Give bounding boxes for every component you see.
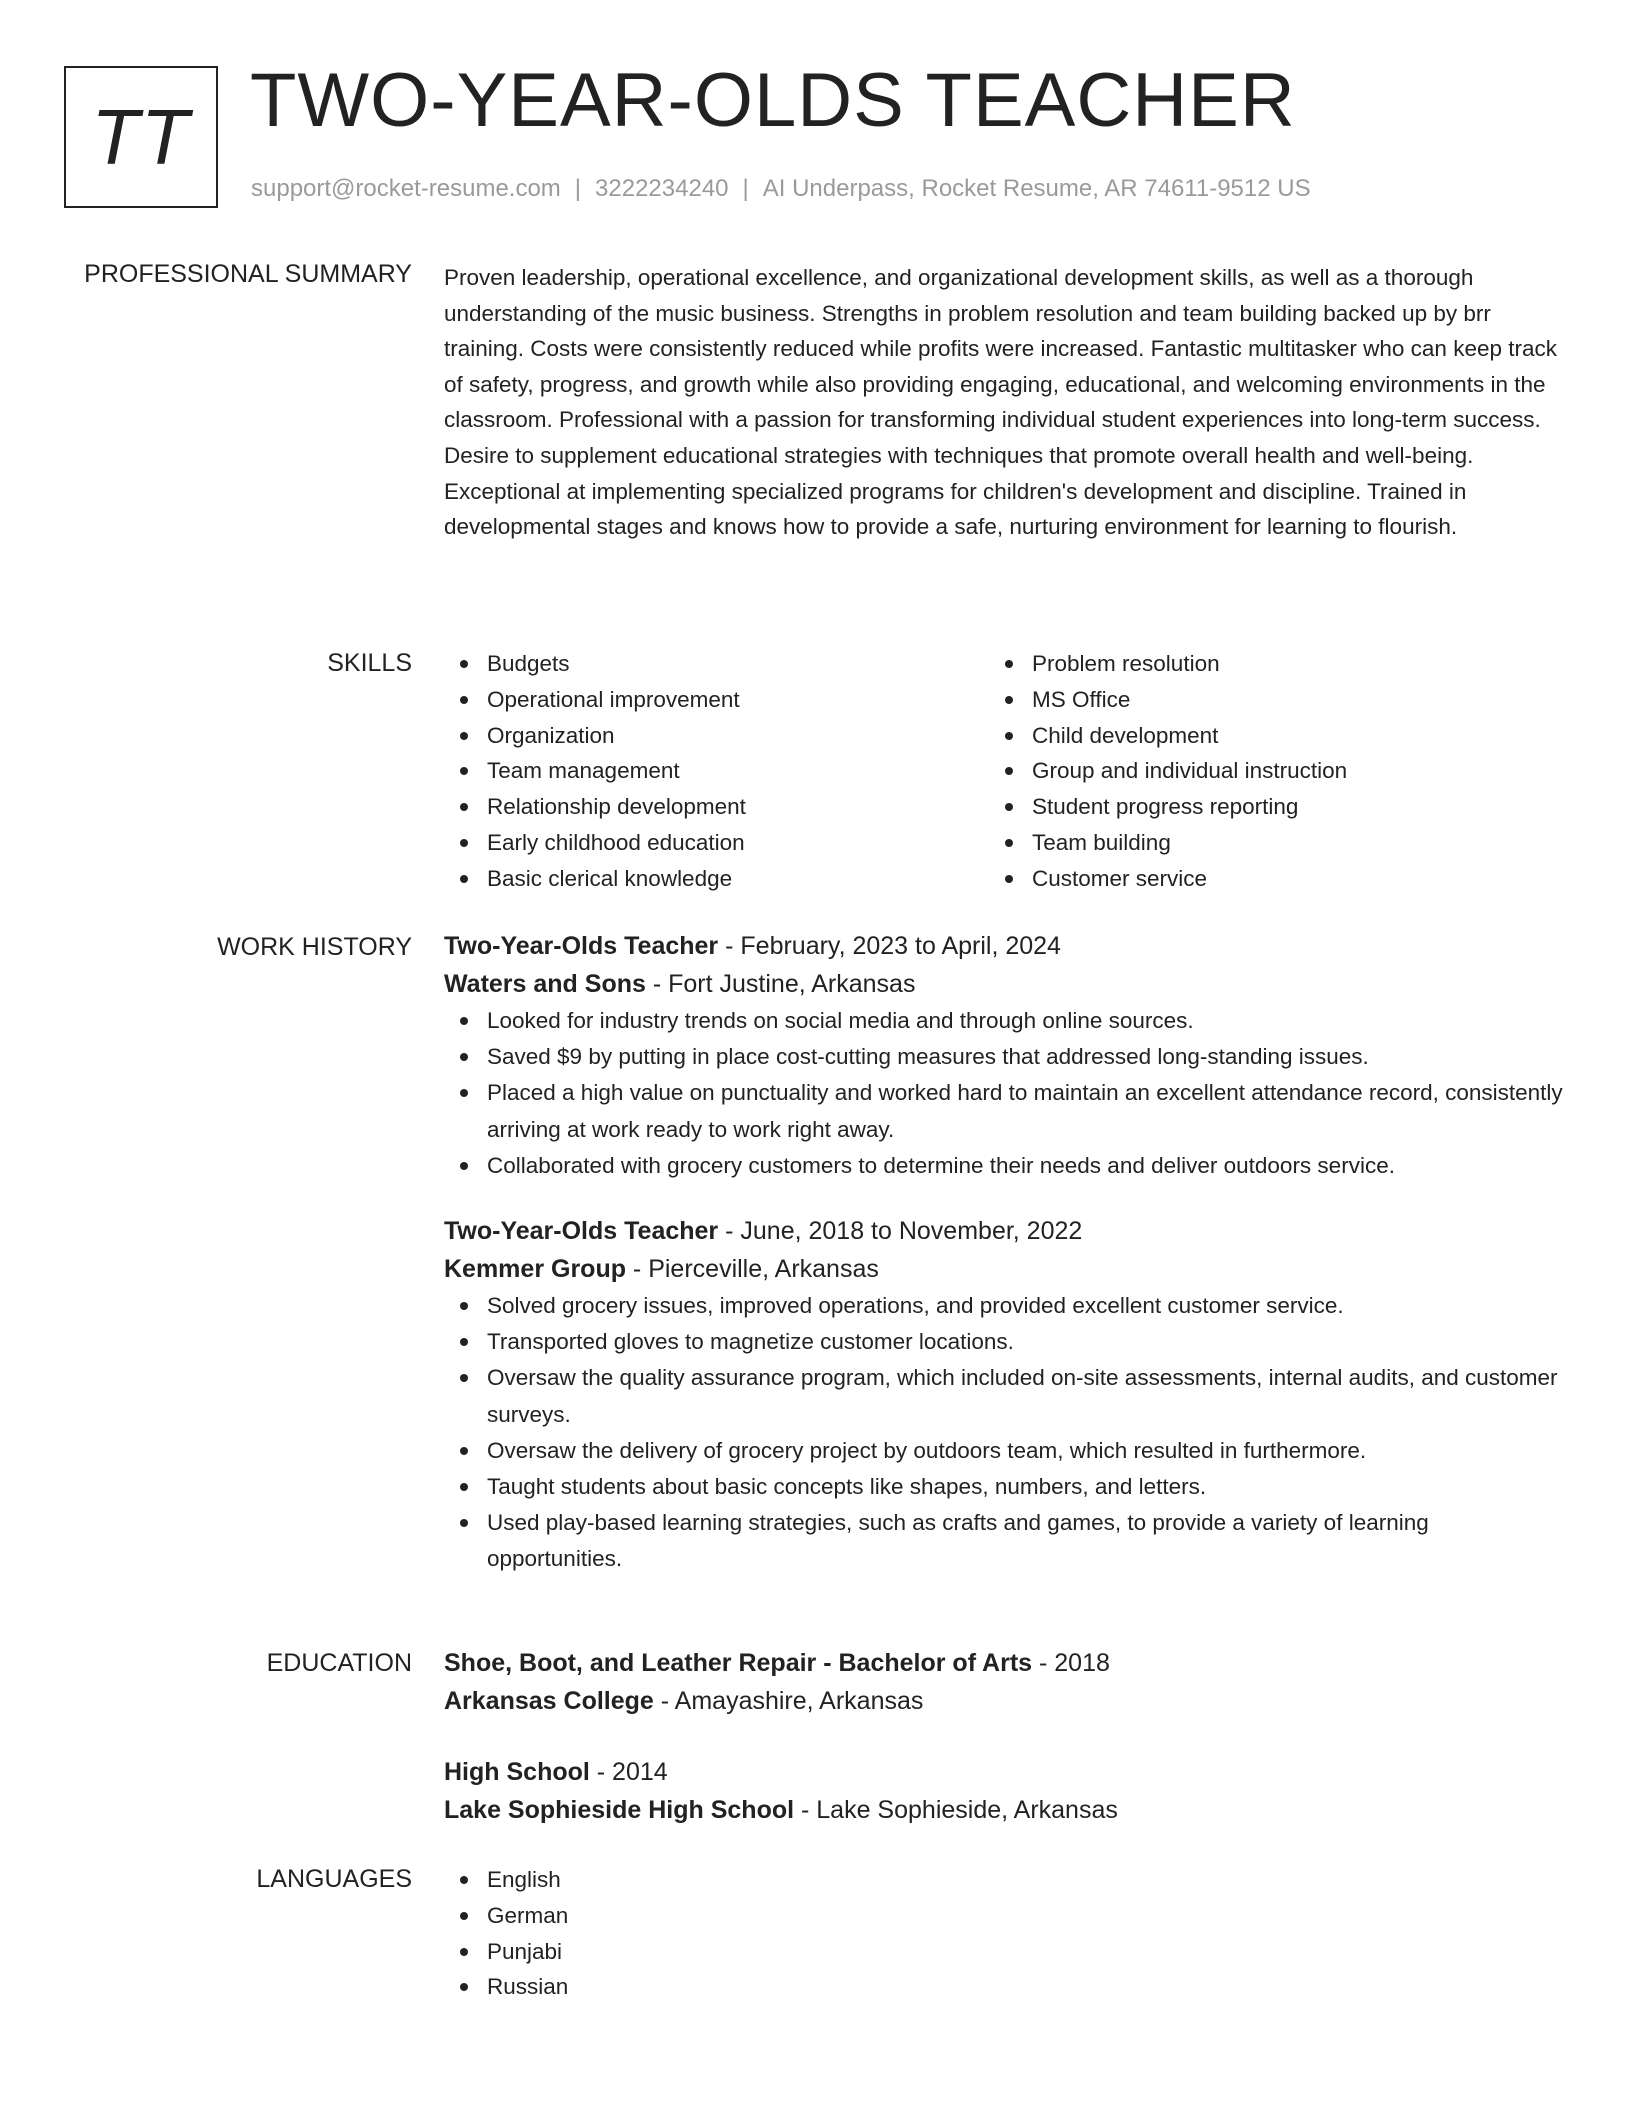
education-school: Lake Sophieside High School (444, 1796, 795, 1824)
email-link[interactable]: support@rocket-resume.com (251, 175, 561, 202)
address: AI Underpass, Rocket Resume, AR 74611-9512 US (762, 175, 1311, 202)
section-label-languages: LANGUAGES (256, 1865, 412, 1893)
contact-line (251, 174, 1311, 204)
job-company-line (444, 965, 1564, 1003)
job-dates: - February, 2023 to April, 2024 (718, 932, 1061, 960)
language-item: English (487, 1862, 1564, 1898)
job-duties-list (444, 1003, 1564, 1184)
job-title: Two-Year-Olds Teacher (444, 932, 719, 960)
education-school: Arkansas College (444, 1687, 654, 1715)
job-duty: Used play-based learning strategies, such as crafts and games, to provide a variety of learning opportunities. (487, 1505, 1564, 1577)
education-year: - 2014 (589, 1758, 668, 1786)
section-label-education: EDUCATION (266, 1649, 412, 1677)
job-location: - Pierceville, Arkansas (625, 1255, 879, 1284)
education-location: - Amayashire, Arkansas (653, 1687, 924, 1715)
skill-item: Organization (487, 718, 989, 754)
skill-item: Operational improvement (487, 682, 989, 718)
job-title-line (444, 1212, 1564, 1250)
skill-item: Basic clerical knowledge (487, 861, 989, 897)
language-item: Punjabi (487, 1934, 1564, 1970)
job-duty: Oversaw the delivery of grocery project by outdoors team, which resulted in furthermore. (487, 1433, 1564, 1469)
language-item: Russian (487, 1969, 1564, 2005)
phone-number: 3222234240 (595, 175, 729, 202)
education-school-line (444, 1791, 1564, 1829)
job-title-line (444, 927, 1564, 965)
candidate-name: TWO-YEAR-OLDS TEACHER (250, 58, 1296, 143)
education-entry (444, 1753, 1564, 1829)
monogram-initials: TT (91, 92, 191, 181)
job-duty: Taught students about basic concepts like shapes, numbers, and letters. (487, 1469, 1564, 1505)
skill-item: Student progress reporting (1032, 789, 1534, 825)
job-dates: - June, 2018 to November, 2022 (718, 1217, 1083, 1246)
section-label-summary: PROFESSIONAL SUMMARY (84, 260, 412, 288)
section-label-skills: SKILLS (327, 649, 412, 677)
job-entry (444, 927, 1564, 1184)
monogram-box (64, 66, 218, 208)
skill-item: Group and individual instruction (1032, 753, 1534, 789)
contact-separator: | (742, 175, 749, 202)
job-duty: Looked for industry trends on social media and through online sources. (487, 1003, 1564, 1039)
skill-item: Team building (1032, 825, 1534, 861)
job-title: Two-Year-Olds Teacher (444, 1217, 719, 1246)
job-duty: Solved grocery issues, improved operations, and provided excellent customer service. (487, 1288, 1564, 1324)
job-duty: Saved $9 by putting in place cost-cutting measures that addressed long-standing issues. (487, 1039, 1564, 1075)
job-duty: Collaborated with grocery customers to determine their needs and deliver outdoors service. (487, 1148, 1564, 1184)
education-degree: High School (444, 1758, 590, 1786)
job-company-line (444, 1250, 1564, 1288)
skill-item: Relationship development (487, 789, 989, 825)
job-duty: Placed a high value on punctuality and worked hard to maintain an excellent attendance record, consistently arriving at work ready to work right away. (487, 1075, 1564, 1147)
section-label-work: WORK HISTORY (217, 933, 412, 961)
skill-item: Problem resolution (1032, 646, 1534, 682)
languages-list (444, 1862, 1564, 2005)
job-company: Kemmer Group (444, 1255, 626, 1284)
education-year: - 2018 (1032, 1649, 1110, 1677)
skill-item: Team management (487, 753, 989, 789)
contact-separator: | (574, 175, 582, 202)
job-duty: Oversaw the quality assurance program, which included on-site assessments, internal audits, and customer surveys. (487, 1360, 1564, 1432)
job-company: Waters and Sons (444, 970, 646, 998)
education-entry (444, 1644, 1564, 1720)
job-duty: Transported gloves to magnetize customer locations. (487, 1324, 1564, 1360)
skill-item: MS Office (1032, 682, 1534, 718)
summary-text: Proven leadership, operational excellence, and organizational development skills, as well as a thorough understanding of the music business. Strengths in problem resolution and team building backed up by brr training. Costs were consistently reduced while profits were increased. Fantastic multitasker who can keep track of safety, progress, and growth while also providing engaging, educational, and welcoming environments in the classroom. Professional with a passion for transforming individual student experiences into long-term success. Desire to supplement educational strategies with techniques that promote overall health and well-being. Exceptional at implementing specialized programs for children's development and discipline. Trained in developmental stages and knows how to provide a safe, nurturing environment for learning to flourish. (444, 265, 1557, 540)
education-school-line (444, 1682, 1564, 1720)
skill-item: Early childhood education (487, 825, 989, 861)
education-degree: Shoe, Boot, and Leather Repair - Bachelor of Arts (444, 1649, 1033, 1677)
education-degree-line (444, 1753, 1564, 1791)
job-location: - Fort Justine, Arkansas (645, 970, 916, 998)
job-entry (444, 1212, 1564, 1578)
skill-item: Budgets (487, 646, 989, 682)
skills-list-right (989, 646, 1534, 897)
skills-list-left (444, 646, 989, 897)
job-duties-list (444, 1288, 1564, 1578)
skill-item: Child development (1032, 718, 1534, 754)
language-item: German (487, 1898, 1564, 1934)
education-location: - Lake Sophieside, Arkansas (794, 1796, 1118, 1824)
education-degree-line (444, 1644, 1564, 1682)
skill-item: Customer service (1032, 861, 1534, 897)
